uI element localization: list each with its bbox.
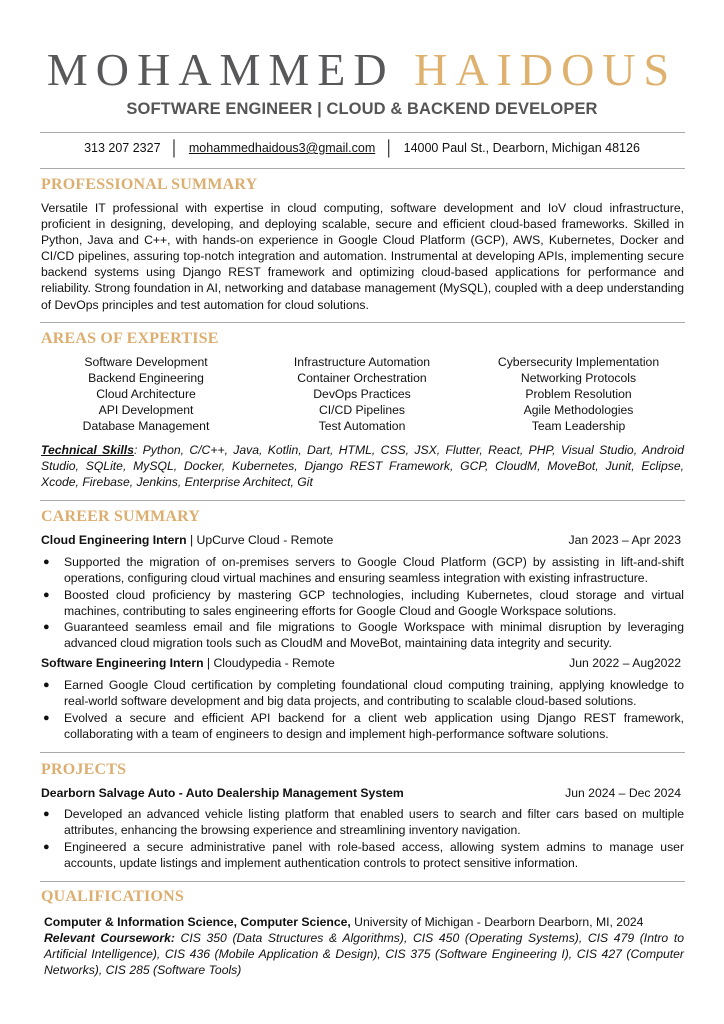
- technical-skills-list: : Python, C/C++, Java, Kotlin, Dart, HTML, CSS, JSX, Flutter, React, PHP, Visual Studio, Android Studio, SQLite, MySQL, Docker, Kubernetes, Django REST Framework, GCP, CloudM, MoveBot, Junit, Eclipse, Xcode, Firebase, Jenkins, Enterprise Architect, Git: [41, 443, 684, 490]
- section-heading-projects: PROJECTS: [41, 761, 127, 778]
- bullet-item: ● Engineered a secure administrative panel with role-based access, allowing system admins to manage user accounts, update listings and implement authentication controls to protect sensitive information.: [43, 839, 684, 870]
- expertise-item: Problem Resolution: [525, 387, 632, 401]
- bullet-item: ● Guaranteed seamless email and file migrations to Google Workspace with minimal disruption by leveraging advanced cloud migration tools such as CloudM and MoveBot, maintaining data integrity and security.: [43, 620, 684, 651]
- expertise-item: Networking Protocols: [520, 371, 637, 385]
- section-heading-summary: PROFESSIONAL SUMMARY: [41, 176, 258, 193]
- bullet-item: ● Developed an advanced vehicle listing platform that enabled users to search and filter cars based on multiple attributes, enhancing the browsing experience and streamlining inventory navigation.: [43, 807, 684, 838]
- expertise-item: Cloud Architecture: [96, 387, 196, 401]
- degree: Computer & Information Science, Computer Science,: [44, 915, 351, 929]
- expertise-item: Backend Engineering: [88, 371, 204, 385]
- technical-skills: [41, 442, 684, 490]
- job-header: [41, 656, 684, 670]
- technical-skills-label: Technical Skills: [41, 443, 134, 457]
- job-role: Cloud Engineering Intern: [41, 533, 187, 547]
- divider: [40, 168, 685, 169]
- project-dates: Jun 2024 – Dec 2024: [565, 786, 681, 800]
- degree-line: [44, 914, 684, 930]
- expertise-item: Infrastructure Automation: [293, 355, 431, 369]
- bullet-item: ● Earned Google Cloud certification by completing foundational cloud computing training, applying knowledge to real-world software development and big data projects, and contributing to scalable cloud-based solutions.: [43, 678, 684, 709]
- school: University of Michigan - Dearborn Dearborn, MI, 2024: [350, 915, 644, 929]
- expertise-item: Test Automation: [318, 419, 406, 433]
- contact-line: [0, 141, 724, 155]
- first-name: MOHAMMED: [46, 44, 395, 95]
- bullet-icon: ●: [43, 840, 50, 853]
- expertise-item: Database Management: [82, 419, 210, 433]
- bullet-icon: ●: [43, 621, 50, 634]
- bullet-item: ● Boosted cloud proficiency by mastering GCP technologies, including Kubernetes, cloud storage and virtual machines, contributing to sales engineering efforts for Google Cloud and Google Workspace solutions.: [43, 587, 684, 618]
- bullet-icon: ●: [43, 556, 50, 568]
- address: 14000 Paul St., Dearborn, Michigan 48126: [403, 141, 640, 155]
- section-heading-qualifications: QUALIFICATIONS: [41, 888, 184, 905]
- project-bullets: [41, 806, 684, 871]
- bullet-icon: ●: [43, 679, 50, 691]
- expertise-item: Cybersecurity Implementation: [497, 355, 660, 369]
- separator: │: [170, 140, 180, 157]
- bullet-icon: ●: [43, 711, 50, 724]
- bullet-icon: ●: [43, 588, 50, 601]
- coursework-list: CIS 350 (Data Structures & Algorithms), CIS 450 (Operating Systems), CIS 479 (Intro to Artificial Intelligence), CIS 436 (Mobile Application & Design), CIS 375 (Software Engineering I), CIS 427 (Computer Networks), CIS 285 (Software Tools): [44, 931, 684, 978]
- expertise-grid: [41, 354, 684, 434]
- bullet-icon: ●: [43, 808, 50, 820]
- qualifications-block: [44, 914, 684, 978]
- divider: [40, 132, 685, 133]
- divider: [40, 500, 685, 501]
- candidate-name: [0, 42, 724, 98]
- expertise-item: Software Development: [84, 355, 208, 369]
- coursework: [44, 930, 684, 978]
- expertise-column: [41, 354, 251, 434]
- job-bullets: [41, 554, 684, 652]
- divider: [40, 752, 685, 753]
- job-company: | Cloudypedia - Remote: [203, 656, 335, 670]
- divider: [40, 322, 685, 323]
- job-dates: Jan 2023 – Apr 2023: [568, 533, 681, 547]
- job-dates: Jun 2022 – Aug2022: [569, 656, 681, 670]
- section-heading-career: CAREER SUMMARY: [41, 508, 201, 525]
- expertise-column: [473, 354, 684, 434]
- bullet-item: ● Evolved a secure and efficient API backend for a client web application using Django REST framework, collaborating with a team of engineers to design and implement high-performance software solutions.: [43, 710, 684, 741]
- job-role: Software Engineering Intern: [41, 656, 204, 670]
- expertise-column: [251, 354, 473, 434]
- expertise-item: DevOps Practices: [313, 387, 411, 401]
- expertise-item: Container Orchestration: [297, 371, 427, 385]
- section-heading-expertise: AREAS OF EXPERTISE: [41, 330, 219, 347]
- last-name: HAIDOUS: [414, 44, 678, 95]
- email-link[interactable]: mohammedhaidous3@gmail.com: [188, 141, 376, 155]
- project-name: Dearborn Salvage Auto - Auto Dealership Management System: [41, 786, 404, 800]
- job-header: [41, 533, 684, 547]
- bullet-item: ● Supported the migration of on-premises servers to Google Cloud Platform (GCP) by assisting in lift-and-shift operations, configuring cloud virtual machines and ensuring seamless integration with existing infrastructure.: [43, 555, 684, 586]
- job-company: | UpCurve Cloud - Remote: [186, 533, 334, 547]
- expertise-item: Team Leadership: [531, 419, 626, 433]
- job-title: SOFTWARE ENGINEER | CLOUD & BACKEND DEVELOPER: [126, 100, 598, 118]
- coursework-label: Relevant Coursework:: [44, 931, 175, 946]
- job-bullets: [41, 677, 684, 742]
- separator: │: [384, 140, 395, 157]
- expertise-item: Agile Methodologies: [523, 403, 634, 417]
- project-header: [41, 786, 684, 800]
- phone: 313 207 2327: [84, 141, 161, 155]
- expertise-item: CI/CD Pipelines: [318, 403, 406, 417]
- expertise-item: API Development: [98, 403, 194, 417]
- divider: [40, 881, 685, 882]
- summary-text: Versatile IT professional with expertise in cloud computing, software development and IoV cloud infrastructure, proficient in designing, developing, and deploying scalable, secure and efficient cloud-based frameworks. Skilled in Python, Java and C++, with hands-on experience in Google Cloud Platform (GCP), AWS, Kubernetes, Docker and CI/CD pipelines, assuring top-notch integration and automation. Instrumental at developing APIs, implementing secure backend systems using Django REST framework and optimizing cloud-based applications for performance and reliability. Strong foundation in AI, networking and database management (MySQL), coupled with a deep understanding of DevOps principles and test automation for cloud solutions.: [41, 201, 684, 312]
